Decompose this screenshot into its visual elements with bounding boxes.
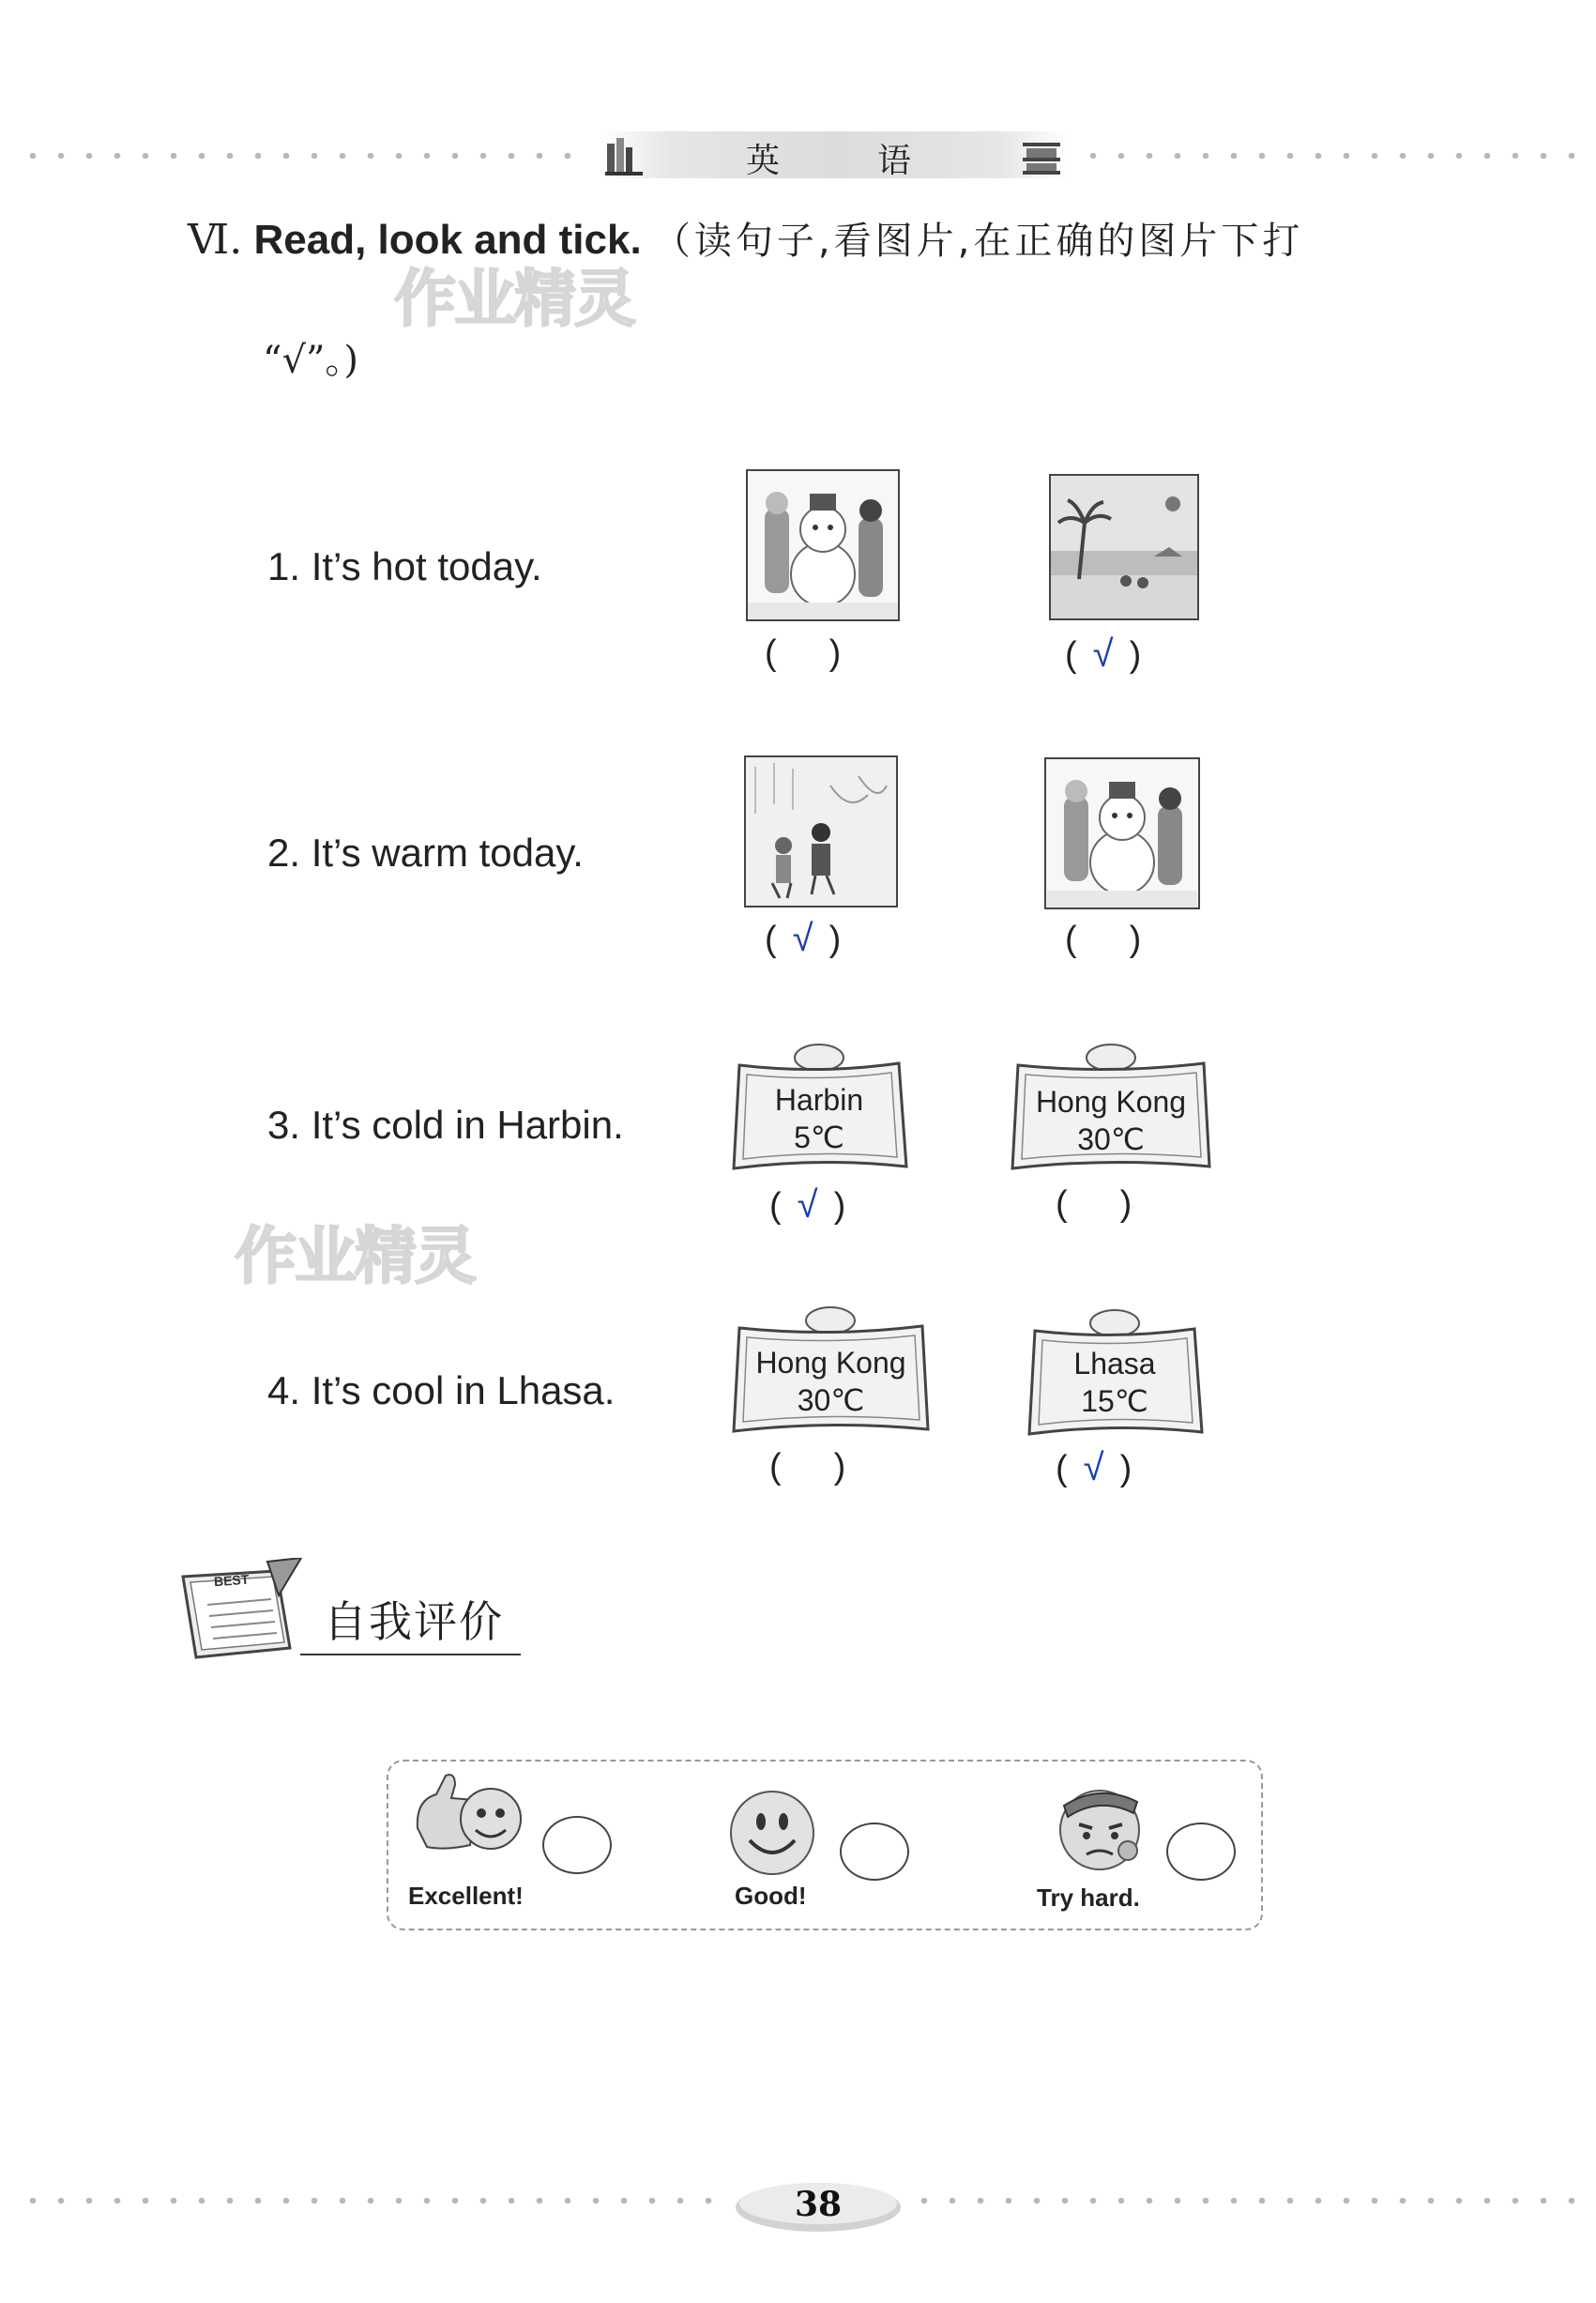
section-numeral: Ⅵ. bbox=[188, 216, 243, 264]
question-3-right-answer-blank[interactable]: ( ) bbox=[1056, 1184, 1132, 1224]
question-2-left-kite-picture[interactable] bbox=[744, 755, 898, 907]
beach-illustration bbox=[1051, 476, 1197, 618]
sign-temperature: 30℃ bbox=[797, 1383, 865, 1417]
kite-illustration bbox=[746, 757, 896, 906]
excellent-circle[interactable] bbox=[542, 1816, 612, 1874]
sign-temperature: 15℃ bbox=[1081, 1384, 1148, 1418]
question-1-text bbox=[267, 544, 542, 589]
page-number-text: 38 bbox=[794, 2185, 843, 2224]
bookshelf-icon bbox=[1023, 141, 1060, 175]
question-4-sentence: It’s cool in Lhasa. bbox=[311, 1368, 616, 1412]
question-1-left-snowman-picture[interactable] bbox=[746, 469, 900, 621]
question-2-text bbox=[267, 831, 584, 876]
sign-city: Hong Kong bbox=[1035, 1085, 1187, 1119]
snowman-illustration bbox=[1046, 759, 1198, 907]
page-number bbox=[734, 2177, 903, 2234]
section-title-cn-continued: “√”。) bbox=[263, 339, 358, 382]
header-subject-char-2: 语 bbox=[877, 142, 912, 180]
notepad-label: BEST bbox=[213, 1571, 250, 1590]
sign-temperature: 5℃ bbox=[794, 1121, 844, 1154]
sign-city: Hong Kong bbox=[755, 1346, 906, 1380]
question-4-right-sign[interactable] bbox=[1026, 1303, 1204, 1439]
good-circle[interactable] bbox=[840, 1823, 909, 1881]
worried-face-icon bbox=[1051, 1774, 1154, 1877]
snowman-illustration bbox=[748, 471, 898, 619]
question-4-left-sign[interactable] bbox=[730, 1300, 932, 1436]
sign-temperature: 30℃ bbox=[1077, 1122, 1145, 1156]
tick-mark: √ bbox=[1083, 1447, 1104, 1488]
question-3-sentence: It’s cold in Harbin. bbox=[311, 1103, 624, 1147]
section-instruction bbox=[188, 211, 1303, 265]
question-4-number: 4. bbox=[267, 1368, 301, 1412]
tick-mark: √ bbox=[792, 918, 813, 959]
question-1-sentence: It’s hot today. bbox=[311, 544, 542, 588]
top-dotted-rule-left bbox=[19, 153, 591, 159]
thumbs-up-smiley-icon bbox=[408, 1772, 530, 1866]
question-1-left-answer-blank[interactable]: ( ) bbox=[765, 633, 842, 673]
watermark-middle: 作业精灵 bbox=[235, 1221, 475, 1290]
sign-city: Lhasa bbox=[1073, 1347, 1156, 1380]
excellent-label: Excellent! bbox=[408, 1882, 524, 1910]
question-1-number: 1. bbox=[267, 544, 301, 588]
good-label: Good! bbox=[735, 1882, 807, 1910]
question-3-left-sign[interactable] bbox=[730, 1037, 908, 1173]
header-band bbox=[600, 131, 1070, 178]
try-hard-circle[interactable] bbox=[1166, 1823, 1236, 1881]
sign-city: Harbin bbox=[774, 1083, 864, 1117]
question-2-right-snowman-picture[interactable] bbox=[1044, 757, 1200, 909]
bottom-dotted-rule-right bbox=[910, 2198, 1586, 2204]
question-3-right-sign[interactable] bbox=[1009, 1037, 1213, 1173]
bottom-dotted-rule-left bbox=[19, 2198, 727, 2204]
top-dotted-rule-right bbox=[1079, 153, 1586, 159]
try-hard-label: Try hard. bbox=[1037, 1884, 1140, 1912]
smiley-icon bbox=[727, 1788, 817, 1878]
header-subject-char-1: 英 bbox=[746, 142, 781, 180]
question-3-text bbox=[267, 1103, 624, 1148]
section-title-cn: （读句子,看图片,在正确的图片下打 bbox=[652, 220, 1304, 263]
question-2-number: 2. bbox=[267, 831, 301, 875]
watermark-top: 作业精灵 bbox=[394, 264, 634, 333]
question-4-text bbox=[267, 1368, 615, 1413]
question-1-right-answer-blank[interactable]: ( √ ) bbox=[1065, 633, 1142, 675]
question-3-left-answer-blank[interactable]: ( √ ) bbox=[769, 1184, 846, 1226]
self-evaluation-underline bbox=[300, 1654, 521, 1655]
tick-mark: √ bbox=[1092, 633, 1114, 675]
question-2-left-answer-blank[interactable]: ( √ ) bbox=[765, 918, 842, 959]
tick-mark: √ bbox=[797, 1184, 818, 1226]
question-4-left-answer-blank[interactable]: ( ) bbox=[769, 1447, 846, 1487]
question-2-right-answer-blank[interactable]: ( ) bbox=[1065, 920, 1142, 959]
self-evaluation-title: 自我评价 bbox=[324, 1596, 504, 1647]
question-4-right-answer-blank[interactable]: ( √ ) bbox=[1056, 1447, 1132, 1488]
question-1-right-beach-picture[interactable] bbox=[1049, 474, 1199, 620]
books-icon bbox=[605, 136, 643, 175]
section-title-en: Read, look and tick. bbox=[253, 217, 642, 263]
question-2-sentence: It’s warm today. bbox=[311, 831, 584, 875]
question-3-number: 3. bbox=[267, 1103, 301, 1147]
